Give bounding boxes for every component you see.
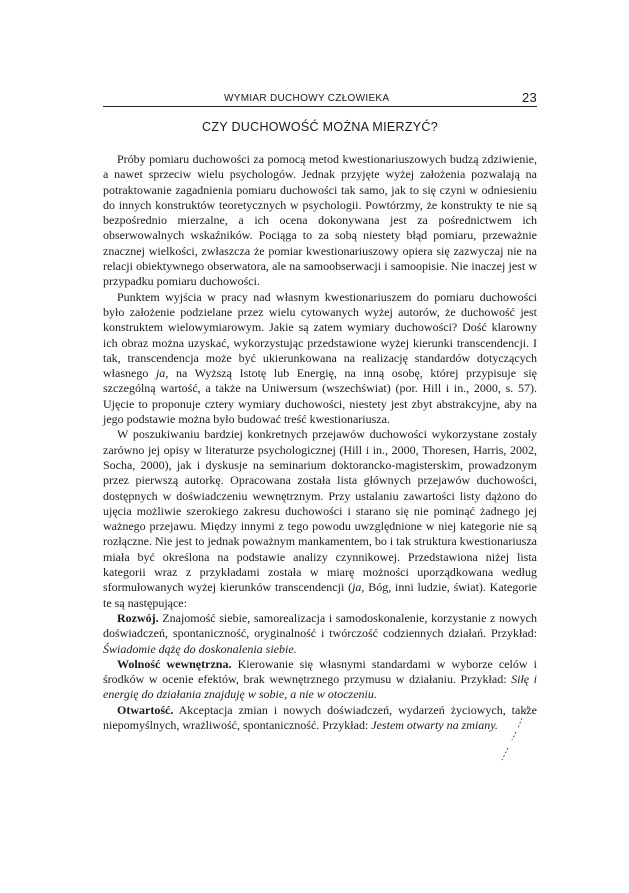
paragraph-2-part-a: Punktem wyjścia w pracy nad własnym kwestionariuszem do pomiaru duchowości było założenie podzielane przez wielu cytowanych wyżej autorów, że duchowość jest konstruktem wielowymiarowym. Jakie są zatem wymiary duchowości? Dość klarowny ich obraz można uzyskać, wykorzystując przedstawione wyżej kierunki transcendencji. I tak, transcendencja może być ukierunkowana na realizację standardów dotyczących własnego (103, 289, 537, 381)
page-number: 23 (521, 90, 537, 105)
category-name: Otwartość. (117, 702, 174, 717)
body-text (103, 152, 537, 733)
category-text: Kierowanie się własnymi standardami w wyborze celów i środków w ocenie efektów, brak wewnętrznego przymusu w działaniu. Przykład: (103, 656, 537, 687)
section-title: CZY DUCHOWOŚĆ MOŻNA MIERZYĆ? (202, 120, 438, 134)
paragraph-2 (103, 290, 537, 428)
category-rozwoj (103, 611, 537, 657)
paragraph-3-ja: ja (352, 580, 362, 595)
category-example: Świadomie dążę do doskonalenia siebie. (103, 641, 297, 656)
category-text: Akceptacja zmian i nowych doświadczeń, wydarzeń życiowych, także niepomyślnych, wrażliwość, spontaniczność. Przykład: (103, 702, 537, 732)
category-text: Znajomość siebie, samorealizacja i samodoskonalenie, korzystanie z nowych doświadczeń, spontaniczność, oryginalność i twórczość codziennych działań. Przykład: (103, 610, 537, 641)
running-title: WYMIAR DUCHOWY CZŁOWIEKA (224, 93, 390, 104)
paragraph-2-part-b: , na Wyższą Istotę lub Energię, na inną osobę, której przypisuje się szczególną wartość, a także na Uniwersum (wszechświat) (por. Hill i in., 2000, s. 57). Ujęcie to proponuje cztery wymiary duchowości, niestety jest zbyt abstrakcyjne, aby na jego podstawie można było budować treść kwestionariusza. (103, 366, 538, 427)
header-rule (103, 106, 537, 107)
category-name: Wolność wewnętrzna. (117, 656, 232, 671)
paragraph-3 (103, 427, 537, 611)
category-example: Jestem otwarty na zmiany. (371, 717, 498, 732)
paragraph-3-part-b: , Bóg, inni ludzie, świat). Kategorie te są następujące: (103, 580, 537, 610)
category-name: Rozwój. (117, 610, 159, 625)
paragraph-2-ja: ja (155, 366, 166, 381)
pencil-mark-icon (494, 704, 534, 764)
category-wolnosc (103, 657, 537, 703)
category-otwartosc (103, 703, 537, 734)
category-example: Siłę i energię do działania znajduję w sobie, a nie w otoczeniu. (103, 672, 538, 702)
paragraph-3-part-a: W poszukiwaniu bardziej konkretnych przejawów duchowości wykorzystane zostały zarówno jej opisy w literaturze psychologicznej (Hill i in., 2000, Thoresen, Harris, 2002, Socha, 2000), jak i dyskusje na seminarium doktorancko-magisterskim, prowadzonym przez pierwszą autorkę. Opracowana została lista głównych przejawów duchowości, dostępnych w doświadczeniu wewnętrznym. Przy ustalaniu zawartości listy dążono do ujęcia możliwie szerokiego zakresu duchowości i starano się nie pominąć żadnego jej ważnego przejawu. Między innymi z tego powodu uwzględnione w niej kategorie nie są rozłączne. Nie jest to jednak poważnym mankamentem, bo i tak struktura kwestionariusza miała być określona na podstawie analizy czynnikowej. Przedstawiona niżej lista kategorii wraz z przykładami została w miarę możności uporządkowana według sformułowanych wyżej kierunków transcendencji ( (103, 427, 537, 595)
paragraph-1: Próby pomiaru duchowości za pomocą metod kwestionariuszowych budzą zdziwienie, a nawet sprzeciw wielu psychologów. Jednak przyjęte wyżej założenia pozwalają na potraktowanie zagadnienia pomiaru duchowości tak samo, jak to się czyni w odniesieniu do innych konstruktów teoretycznych w psychologii. Powtórzmy, że konstrukty te nie są bezpośrednio mierzalne, a ich ocena dokonywana jest za pośrednictwem ich obserwowalnych wskaźników. Pociąga to za sobą niestety błąd pomiaru, przeważnie znacznej wielkości, zwłaszcza że pomiar kwestionariuszowy opiera się zazwyczaj nie na relacji obiektywnego obserwatora, ale na samoobserwacji i samoopisie. Nie inaczej jest w przypadku pomiaru duchowości. (103, 152, 537, 289)
